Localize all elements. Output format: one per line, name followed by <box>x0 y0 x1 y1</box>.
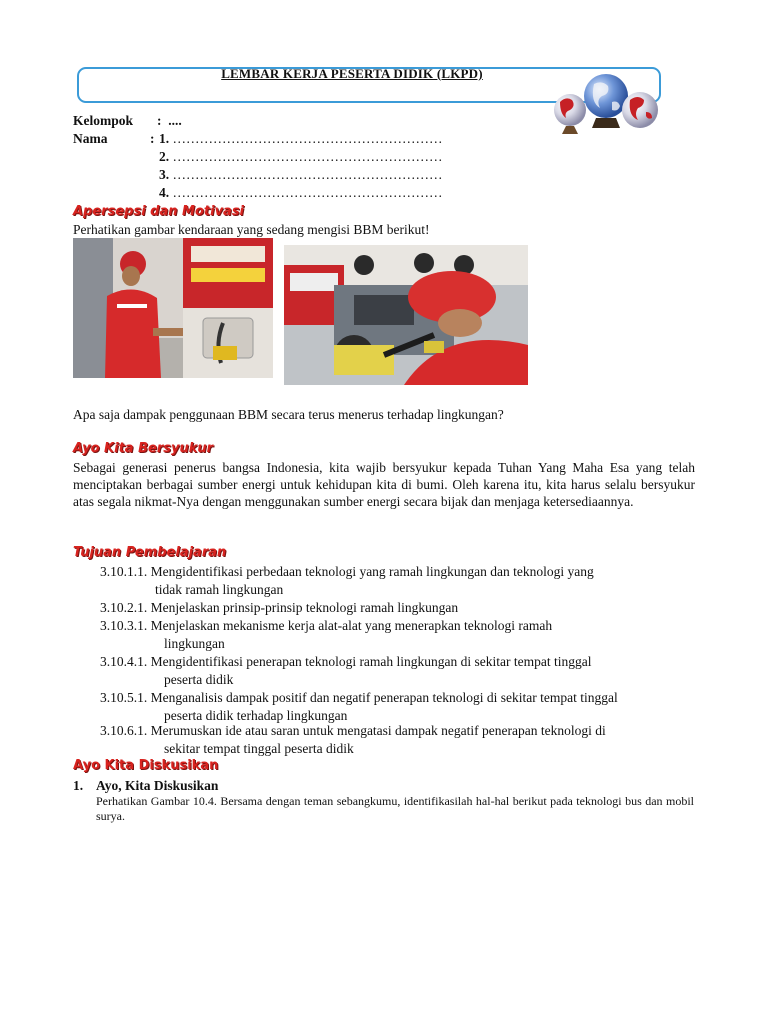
tujuan-item-cont: sekitar tempat tinggal peserta didik <box>164 741 354 756</box>
diskusikan-item-text: Perhatikan Gambar 10.4. Bersama dengan teman sebangkumu, identifikasilah hal-hal berikut pada teknologi bus dan mobil surya. <box>96 794 694 823</box>
kelompok-separator: : <box>157 113 162 128</box>
kelompok-label: Kelompok <box>73 113 134 128</box>
tujuan-item: 3.10.2.1. Menjelaskan prinsip-prinsip teknologi ramah lingkungan <box>100 600 459 615</box>
tujuan-item: 3.10.6.1. Merumuskan ide atau saran untuk mengatasi dampak negatif penerapan teknologi di <box>100 723 606 738</box>
nama-line: 2. …………………………………………………… <box>159 149 443 164</box>
globe-icon <box>622 92 658 128</box>
bersyukur-heading: Ayo Kita Bersyukur <box>73 441 214 456</box>
nama-label: Nama <box>73 131 108 146</box>
tujuan-item: 3.10.5.1. Menganalisis dampak positif dan negatif penerapan teknologi di sekitar tempat tinggal <box>100 690 618 705</box>
tujuan-item-cont: lingkungan <box>164 636 225 651</box>
globe-icon <box>584 74 628 128</box>
nama-line: 3. …………………………………………………… <box>159 167 443 182</box>
tujuan-item-cont: peserta didik <box>164 672 234 687</box>
kelompok-value: .... <box>168 113 182 128</box>
page-title: LEMBAR KERJA PESERTA DIDIK (LKPD) <box>221 66 483 81</box>
photo-fuel-attendant <box>73 238 273 378</box>
diskusikan-heading: Ayo Kita Diskusikan <box>73 758 219 773</box>
globe-icon <box>554 94 586 134</box>
tujuan-item: 3.10.1.1. Mengidentifikasi perbedaan teknologi yang ramah lingkungan dan teknologi yang <box>100 564 594 579</box>
apersepsi-heading: Apersepsi dan Motivasi <box>73 204 245 219</box>
tujuan-item-cont: tidak ramah lingkungan <box>155 582 284 597</box>
globes-decoration <box>552 72 662 136</box>
tujuan-heading: Tujuan Pembelajaran <box>73 545 227 560</box>
nama-blank: …………………………………………………… <box>172 131 443 146</box>
apersepsi-question: Apa saja dampak penggunaan BBM secara terus menerus terhadap lingkungan? <box>73 407 504 422</box>
nama-line: 4. …………………………………………………… <box>159 185 443 200</box>
kelompok-row <box>73 112 133 130</box>
photo-filling-motorcycles <box>284 245 528 385</box>
nama-separator: : <box>150 131 155 146</box>
tujuan-item: 3.10.3.1. Menjelaskan mekanisme kerja alat-alat yang menerapkan teknologi ramah <box>100 618 553 633</box>
tujuan-item-cont: peserta didik terhadap lingkungan <box>164 708 348 723</box>
nama-blank: …………………………………………………… <box>172 167 443 182</box>
bersyukur-text: Sebagai generasi penerus bangsa Indonesia, kita wajib bersyukur kepada Tuhan Yang Maha Esa yang telah menciptakan berbagai sumber energi untuk kehidupan kita di bumi. Oleh karena itu, kita harus selalu bersyukur atas segala nikmat-Nya dengan menggunakan sumber energi secara bijak dan menjaga ketersediaannya. <box>73 460 695 509</box>
apersepsi-instruction: Perhatikan gambar kendaraan yang sedang mengisi BBM berikut! <box>73 222 430 237</box>
nama-blank: …………………………………………………… <box>172 149 443 164</box>
diskusikan-item-num: 1. <box>73 778 84 793</box>
nama-blank: …………………………………………………… <box>172 185 443 200</box>
diskusikan-item-title: Ayo, Kita Diskusikan <box>96 778 219 793</box>
kelompok-value-row <box>157 112 182 130</box>
nama-line: 1. …………………………………………………… <box>159 131 443 146</box>
tujuan-item: 3.10.4.1. Mengidentifikasi penerapan teknologi ramah lingkungan di sekitar tempat tinggal <box>100 654 592 669</box>
